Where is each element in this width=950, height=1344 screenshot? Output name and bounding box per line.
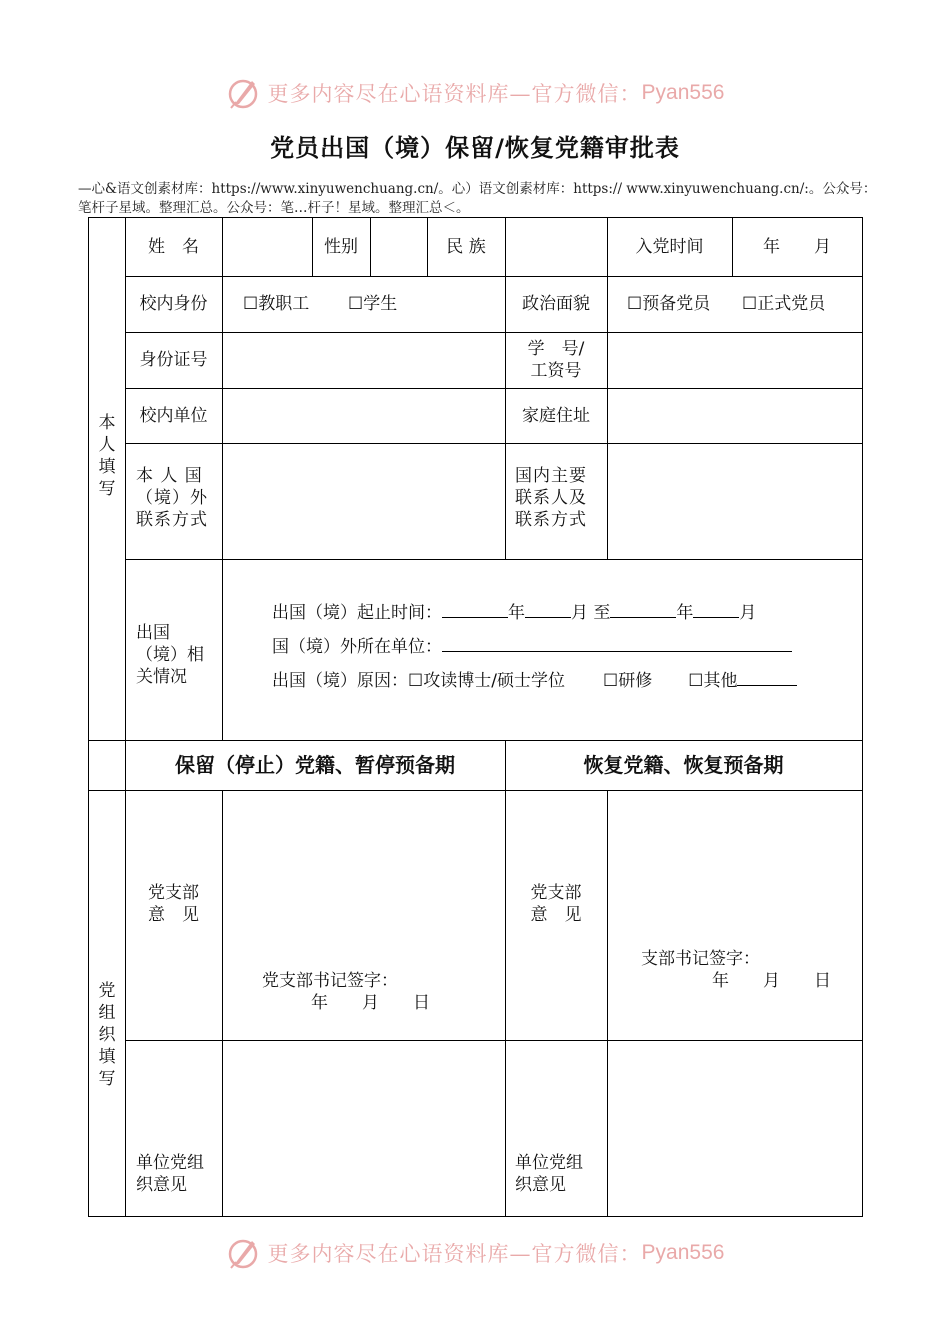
trip-reason-line (272, 667, 797, 692)
reason-degree-checkbox[interactable]: 出国（境）原因：☐攻读博士/硕士学位 (272, 671, 565, 691)
id-number-label: 身份证号 (139, 350, 208, 370)
gender-label: 性别 (324, 237, 358, 257)
side-label-org: 党组织填写 (98, 981, 116, 1089)
unit-org-opinion-label-left: 单位党组 织意见 (136, 1153, 204, 1195)
school-unit-field[interactable] (223, 389, 505, 442)
domestic-contact-field[interactable] (608, 444, 862, 558)
start-month-blank[interactable] (525, 599, 571, 618)
identity-staff-checkbox[interactable]: ☐教职工 (243, 294, 310, 314)
branch-opinion-field-right[interactable] (608, 791, 862, 1039)
trip-dates-line: 出国（境）起止时间： 年 月 至 年 月 (272, 599, 756, 624)
branch-opinion-label-right: 党支部 意 见 (530, 883, 582, 925)
gender-field[interactable] (371, 218, 427, 276)
abroad-contact-field[interactable] (223, 444, 505, 558)
start-year-blank[interactable] (442, 599, 508, 618)
side-label-self: 本人填写 (98, 413, 116, 499)
staff-number-field[interactable] (608, 333, 862, 387)
ethnicity-label: 民 族 (446, 237, 486, 257)
quill-logo-icon (226, 1235, 262, 1271)
name-field[interactable] (223, 218, 312, 276)
branch-secretary-signature-right: 支部书记签字： (641, 949, 760, 969)
abroad-contact-label: 本 人 国 （境）外 联系方式 (136, 466, 208, 530)
unit-org-opinion-label-right: 单位党组 织意见 (515, 1153, 583, 1195)
section-title-retain: 保留（停止）党籍、暂停预备期 (175, 753, 455, 777)
home-address-label: 家庭住址 (522, 405, 590, 426)
identity-label: 校内身份 (139, 294, 208, 314)
trip-foreign-unit-line: 国（境）外所在单位： (272, 633, 792, 658)
probationary-member-checkbox[interactable]: ☐预备党员 (627, 294, 711, 314)
domestic-contact-label: 国内主要 联系人及 联系方式 (515, 466, 587, 530)
join-date-field[interactable]: 年 月 (763, 237, 831, 257)
reason-other-checkbox[interactable]: ☐其他 (688, 671, 738, 691)
name-label: 姓 名 (148, 237, 199, 257)
reason-other-blank[interactable] (737, 667, 797, 686)
end-month-blank[interactable] (693, 599, 739, 618)
trip-info-label: 出国 （境）相 关情况 (136, 623, 204, 687)
branch-opinion-label-left: 党支部 意 见 (148, 883, 199, 925)
footer-banner (0, 1228, 950, 1278)
unit-org-opinion-field-right[interactable] (608, 1041, 862, 1216)
banner-text: 更多内容尽在心语资料库—官方微信： (267, 1242, 642, 1266)
quill-logo-icon (226, 75, 262, 111)
staff-number-label: 学 号/ 工资号 (527, 339, 585, 381)
school-unit-label: 校内单位 (139, 405, 208, 426)
join-date-label: 入党时间 (635, 237, 704, 257)
watermark-text: —心&语文创素材库：https://www.xinyuwenchuang.cn/。心）语文创素材库：https:// www.xinyuwenchuang.cn/:。公众号：笔杆子星域。整理汇总。公众号：笔…杆子！星域。整理汇总＜。 (78, 181, 877, 216)
ethnicity-field[interactable] (506, 218, 607, 276)
banner-wechat-id: Pyan556 (641, 81, 725, 104)
branch-secretary-signature-left: 党支部书记签字： (262, 971, 398, 991)
unit-org-opinion-field-left[interactable] (223, 1041, 505, 1216)
identity-student-checkbox[interactable]: ☐学生 (348, 294, 398, 314)
date-line-left: 年 月 日 (311, 993, 430, 1013)
political-status-label: 政治面貌 (522, 294, 590, 314)
header-banner (0, 68, 950, 118)
home-address-field[interactable] (608, 389, 862, 442)
banner-wechat-id: Pyan556 (641, 1241, 725, 1264)
end-year-blank[interactable] (610, 599, 676, 618)
full-member-checkbox[interactable]: ☐正式党员 (742, 294, 826, 314)
section-title-restore: 恢复党籍、恢复预备期 (583, 753, 784, 777)
reason-research-checkbox[interactable]: ☐研修 (602, 671, 653, 691)
page-title: 党员出国（境）保留/恢复党籍审批表 (270, 134, 680, 162)
id-number-field[interactable] (223, 333, 505, 387)
banner-text: 更多内容尽在心语资料库—官方微信： (267, 82, 642, 106)
date-line-right: 年 月 日 (712, 971, 831, 991)
foreign-unit-blank[interactable] (442, 633, 792, 652)
